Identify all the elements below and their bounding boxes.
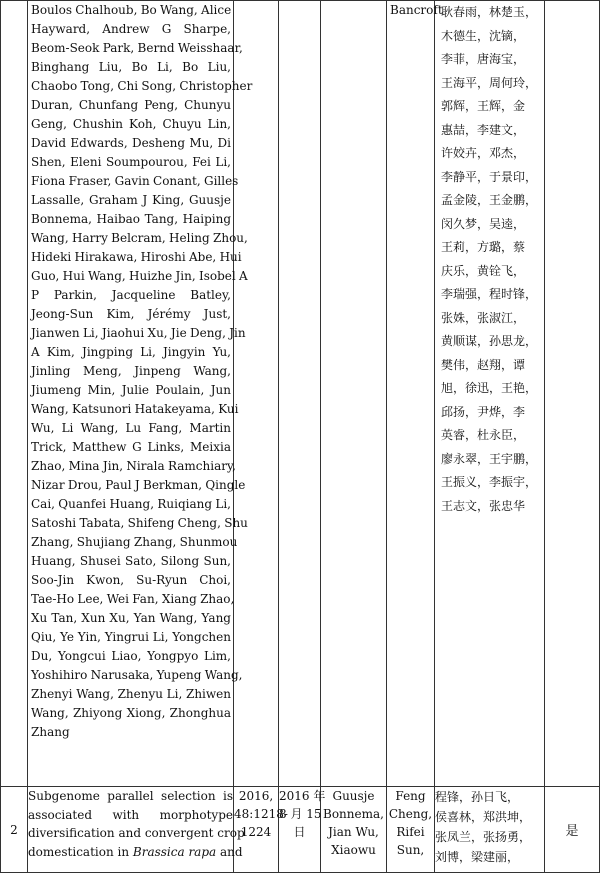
date-line: 8 月 15: [279, 807, 322, 821]
author-line: Guo, Hui Wang, Huizhe Jin, Isobel A: [31, 269, 248, 283]
chinese-author-line: 侯喜林，郑洪坤，: [435, 810, 532, 824]
flag: 是: [545, 787, 600, 873]
author-line: Jinling Meng, Jinpeng Wang,: [31, 364, 231, 378]
chinese-author-line: 旭，徐迅，王艳，: [441, 381, 538, 395]
chinese-authors-list: [435, 787, 544, 867]
flag-cell: [545, 1, 600, 787]
chinese-author-line: 廖永翠，王宇鹏，: [441, 451, 538, 466]
author-line: Beom-Seok Park, Bernd Weisshaar,: [31, 41, 243, 55]
corresponding-authors-cell: [321, 787, 387, 873]
author-line: Wang, Harry Belcram, Heling Zhou,: [31, 231, 248, 245]
row-number: 2: [1, 787, 28, 873]
first-author-line: Sun,: [396, 843, 425, 857]
publish-date-cell: [279, 787, 326, 873]
author-line: Boulos Chalhoub, Bo Wang, Alice: [31, 3, 232, 17]
corresponding-authors-cell: [321, 1, 387, 787]
author-line: Duran, Chunfang Peng, Chunyu: [31, 98, 231, 112]
journal-line: 1224: [240, 825, 272, 839]
title-line: diversification and convergent crop: [28, 826, 245, 840]
author-line: Shen, Eleni Soumpourou, Fei Li,: [31, 155, 231, 169]
chinese-author-line: 王莉，方璐，蔡: [441, 240, 526, 254]
paper-title: [28, 787, 245, 861]
author-line: Chaobo Tong, Chi Song, Christopher: [31, 79, 253, 93]
corresponding-name: Bancroft: [390, 3, 443, 17]
chinese-author-line: 李静平，于景印，: [441, 169, 538, 184]
date-line: 2016 年: [279, 789, 326, 803]
author-line: Geng, Chushin Koh, Chuyu Lin,: [31, 117, 231, 131]
author-line: Satoshi Tabata, Shifeng Cheng, Shu: [31, 516, 248, 530]
author-line: Zhang: [31, 725, 70, 739]
chinese-author-line: 刘博，梁建丽，: [435, 850, 520, 864]
chinese-author-line: 闵久梦，吴逵，: [441, 216, 526, 231]
corresponding-author-line: Guusje: [332, 789, 375, 803]
table-row: [1, 787, 600, 873]
authors-list: [28, 1, 253, 742]
journal-volume-cell: [234, 787, 288, 873]
chinese-authors-cell: [435, 1, 545, 787]
author-line: Zhenyi Wang, Zhenyu Li, Zhiwen: [31, 687, 231, 701]
author-line: A Kim, Jingping Li, Jingyin Yu,: [31, 345, 231, 359]
authors-cell: [28, 1, 253, 787]
journal-line: 2016,: [238, 789, 274, 803]
species-name: Brassica rapa: [132, 844, 217, 859]
chinese-author-line: 樊伟，赵翔，谭: [441, 357, 526, 372]
author-line: Lassalle, Graham J King, Guusje: [31, 193, 231, 207]
chinese-author-line: 惠喆，李建文，: [441, 122, 526, 137]
author-line: Hayward, Andrew G Sharpe,: [31, 22, 231, 36]
chinese-author-line: 黄顺谋，孙思龙，: [441, 334, 538, 348]
chinese-author-line: 张凤兰，张扬勇，: [435, 830, 532, 844]
author-line: Jianwen Li, Jiaohui Xu, Jie Deng, Jin: [31, 326, 246, 340]
journal-line: 48:1218-: [234, 807, 288, 821]
corresponding-author-line: Xiaowu: [331, 843, 376, 857]
table-row: [1, 1, 600, 787]
title-line: domestication in Brassica rapa and: [28, 844, 243, 859]
chinese-author-line: 孟金陵，王金鹏，: [441, 193, 538, 207]
author-line: Du, Yongcui Liao, Yongpyo Lim,: [31, 649, 231, 663]
author-line: Zhao, Mina Jin, Nirala Ramchiary,: [31, 459, 236, 473]
author-line: Wang, Zhiyong Xiong, Zhonghua: [31, 706, 231, 720]
chinese-author-line: 王志文，张忠华: [441, 498, 526, 513]
author-line: Nizar Drou, Paul J Berkman, Qingle: [31, 478, 246, 492]
chinese-author-line: 张姝，张淑江，: [441, 310, 526, 325]
first-authors-cell: [387, 1, 443, 787]
corresponding-author-line: Bonnema,: [323, 807, 384, 821]
author-line: P Parkin, Jacqueline Batley,: [31, 288, 231, 302]
title-line: associated with morphotype: [28, 807, 233, 822]
chinese-author-line: 王海平，周何玲，: [441, 75, 538, 90]
chinese-author-line: 程锋，孙日飞，: [435, 790, 520, 804]
author-line: Tae-Ho Lee, Wei Fan, Xiang Zhao,: [31, 592, 235, 606]
author-line: Fiona Fraser, Gavin Conant, Gilles: [31, 174, 239, 188]
author-line: Jiumeng Min, Julie Poulain, Jun: [31, 383, 231, 397]
chinese-author-line: 李菲，唐海宝，: [441, 52, 526, 66]
chinese-author-line: 英睿，杜永臣，: [441, 428, 526, 442]
first-author-line: Cheng,: [388, 807, 433, 821]
date-line: 日: [293, 825, 306, 839]
first-author-line: Rifei: [396, 825, 425, 839]
row-number-cell: [1, 1, 28, 787]
first-author-line: Feng: [395, 789, 426, 803]
paper-title-cell: [28, 787, 245, 873]
chinese-author-line: 耿春雨，林楚玉，: [441, 5, 538, 19]
corresponding-author-line: Jian Wu,: [328, 825, 379, 839]
author-line: Wang, Katsunori Hatakeyama, Kui: [31, 402, 239, 416]
author-line: David Edwards, Desheng Mu, Di: [31, 136, 231, 150]
author-line: Bonnema, Haibao Tang, Haiping: [31, 212, 231, 226]
chinese-author-line: 李瑞强，程时锋，: [441, 287, 538, 301]
chinese-author-line: 郭辉，王辉，金: [441, 99, 526, 113]
journal-volume: [234, 787, 288, 841]
author-line: Hideki Hirakawa, Hiroshi Abe, Hui: [31, 250, 242, 264]
author-line: Binghang Liu, Bo Li, Bo Liu,: [31, 60, 231, 74]
chinese-author-line: 邱扬，尹烨，李: [441, 404, 526, 419]
author-line: Yoshihiro Narusaka, Yupeng Wang,: [31, 668, 243, 682]
chinese-author-line: 王振义，李振宇，: [441, 475, 538, 489]
first-authors: [387, 787, 434, 859]
title-line: Subgenome parallel selection is: [28, 789, 233, 803]
chinese-author-line: 木德生，沈镝，: [441, 28, 526, 43]
publish-date: [279, 787, 326, 841]
author-line: Wu, Li Wang, Lu Fang, Martin: [31, 421, 231, 435]
corresponding-authors: [321, 787, 386, 859]
author-line: Cai, Quanfei Huang, Ruiqiang Li,: [31, 497, 231, 511]
author-line: Qiu, Ye Yin, Yingrui Li, Yongchen: [31, 630, 231, 644]
author-line: Zhang, Shujiang Zhang, Shunmou: [31, 535, 238, 549]
author-line: Trick, Matthew G Links, Meixia: [31, 440, 231, 454]
chinese-author-line: 庆乐，黄铨飞，: [441, 263, 526, 278]
chinese-authors-cell: [435, 787, 545, 873]
chinese-authors-list: [435, 1, 544, 518]
chinese-author-line: 许姣卉，邓杰，: [441, 146, 526, 160]
first-authors-cell: [387, 787, 435, 873]
author-line: Xu Tan, Xun Xu, Yan Wang, Yang: [31, 611, 231, 625]
author-line: Huang, Shusei Sato, Silong Sun,: [31, 554, 231, 568]
author-line: Jeong-Sun Kim, Jérémy Just,: [31, 307, 231, 321]
date-cell: [279, 1, 321, 787]
author-line: Soo-Jin Kwon, Su-Ryun Choi,: [31, 573, 231, 587]
